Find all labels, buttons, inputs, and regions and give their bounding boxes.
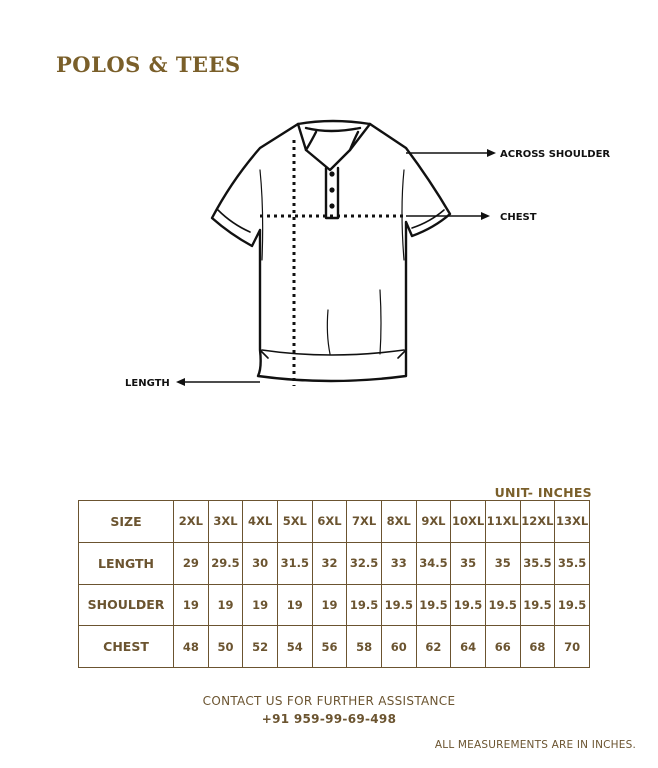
table-cell: 19.5 bbox=[555, 584, 590, 626]
table-cell-header: 9XL bbox=[416, 501, 451, 543]
length-label: LENGTH bbox=[125, 378, 170, 389]
table-cell: 19 bbox=[312, 584, 347, 626]
measurement-arrows bbox=[182, 153, 490, 382]
table-cell: LENGTH bbox=[79, 542, 174, 584]
table-cell: SHOULDER bbox=[79, 584, 174, 626]
shirt-measurement-diagram bbox=[100, 110, 620, 410]
table-cell: 62 bbox=[416, 626, 451, 668]
phone-number: +91 959-99-69-498 bbox=[261, 712, 397, 726]
shoulder-arrowhead bbox=[487, 149, 496, 157]
page-title: POLOS & TEES bbox=[56, 52, 241, 77]
table-cell: 48 bbox=[174, 626, 209, 668]
table-cell: 19 bbox=[208, 584, 243, 626]
table-row-length bbox=[79, 542, 590, 584]
polo-shirt-illustration bbox=[100, 110, 620, 410]
table-cell-header: SIZE bbox=[79, 501, 174, 543]
length-arrowhead bbox=[176, 378, 185, 386]
table-cell: 34.5 bbox=[416, 542, 451, 584]
table-row-shoulder bbox=[79, 584, 590, 626]
table-cell: 35 bbox=[485, 542, 520, 584]
table-cell: 19 bbox=[277, 584, 312, 626]
table-cell-header: 3XL bbox=[208, 501, 243, 543]
table-cell: 31.5 bbox=[277, 542, 312, 584]
shirt-buttons bbox=[329, 171, 334, 208]
table-cell-header: 4XL bbox=[243, 501, 278, 543]
table-header-row bbox=[79, 501, 590, 543]
size-chart-table bbox=[78, 500, 590, 668]
chest-arrowhead bbox=[481, 212, 490, 220]
table-cell: 29.5 bbox=[208, 542, 243, 584]
table-cell: 19.5 bbox=[347, 584, 382, 626]
table-cell: 35 bbox=[451, 542, 486, 584]
table-cell-header: 13XL bbox=[555, 501, 590, 543]
table-cell-header: 7XL bbox=[347, 501, 382, 543]
table-cell: 70 bbox=[555, 626, 590, 668]
table-cell-header: 8XL bbox=[381, 501, 416, 543]
table-cell: 35.5 bbox=[555, 542, 590, 584]
table-cell: 64 bbox=[451, 626, 486, 668]
across-shoulder-label: ACROSS SHOULDER bbox=[500, 149, 611, 160]
table-cell: 35.5 bbox=[520, 542, 555, 584]
chest-label: CHEST bbox=[500, 212, 537, 223]
table-cell: 50 bbox=[208, 626, 243, 668]
table-cell: 19.5 bbox=[520, 584, 555, 626]
table-row-chest bbox=[79, 626, 590, 668]
table-cell-header: 10XL bbox=[451, 501, 486, 543]
table-cell-header: 2XL bbox=[174, 501, 209, 543]
table-cell: 19 bbox=[243, 584, 278, 626]
table-cell: 19.5 bbox=[381, 584, 416, 626]
table-cell: CHEST bbox=[79, 626, 174, 668]
arrowheads bbox=[176, 149, 496, 386]
table-cell: 19.5 bbox=[416, 584, 451, 626]
table-cell: 29 bbox=[174, 542, 209, 584]
table-cell: 54 bbox=[277, 626, 312, 668]
table-cell: 60 bbox=[381, 626, 416, 668]
table-cell: 32.5 bbox=[347, 542, 382, 584]
table-cell: 66 bbox=[485, 626, 520, 668]
table-cell: 58 bbox=[347, 626, 382, 668]
table-cell-header: 5XL bbox=[277, 501, 312, 543]
table-cell: 52 bbox=[243, 626, 278, 668]
unit-label: UNIT- INCHES bbox=[494, 485, 592, 500]
polo-shirt-outline bbox=[212, 121, 450, 381]
table-cell: 19 bbox=[174, 584, 209, 626]
table-cell: 19.5 bbox=[485, 584, 520, 626]
table-cell-header: 11XL bbox=[485, 501, 520, 543]
table-cell: 68 bbox=[520, 626, 555, 668]
table-cell: 32 bbox=[312, 542, 347, 584]
table-cell: 19.5 bbox=[451, 584, 486, 626]
contact-text: CONTACT US FOR FURTHER ASSISTANCE bbox=[202, 694, 456, 708]
measurement-note: ALL MEASUREMENTS ARE IN INCHES. bbox=[434, 739, 636, 751]
table-cell: 30 bbox=[243, 542, 278, 584]
table-cell: 56 bbox=[312, 626, 347, 668]
table-cell-header: 12XL bbox=[520, 501, 555, 543]
table-cell: 33 bbox=[381, 542, 416, 584]
table-cell-header: 6XL bbox=[312, 501, 347, 543]
